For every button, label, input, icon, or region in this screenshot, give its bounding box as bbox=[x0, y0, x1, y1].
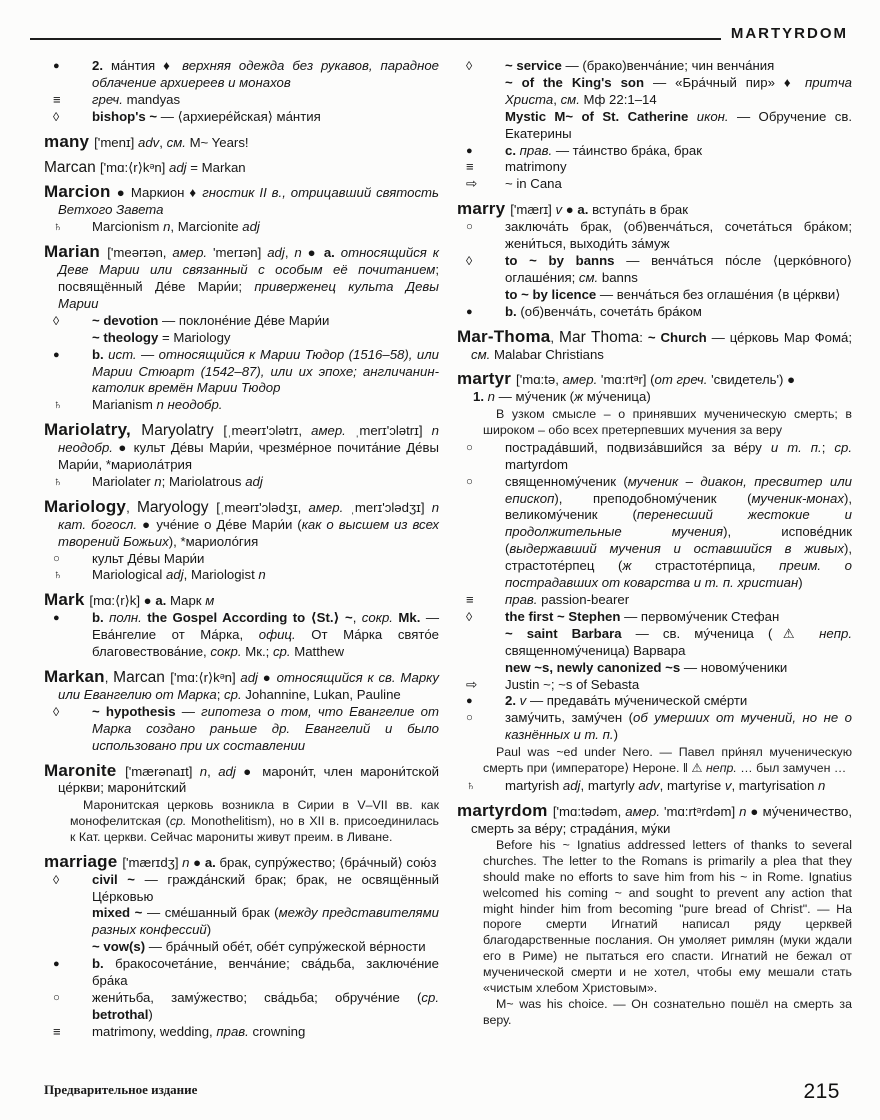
bullet-marker-icon: ● bbox=[466, 695, 473, 708]
equiv-marker-icon: ≡ bbox=[53, 91, 61, 107]
dictionary-entry: Mariology, Maryology [ˌmeərɪ'ɔlədʒɪ, амер. ˌmerɪ'ɔlədʒɪ] n кат. богосл. ● уче́ние о Де́ве Мари́и (как о высшем из всех творений Божьих), *мариоло́гия bbox=[44, 496, 440, 549]
circle-marker-icon: ○ bbox=[466, 221, 473, 234]
dictionary-entry: Maronite ['mærənaɪt] n, adj ● марони́т, член марони́тской це́ркви; марони́тский bbox=[44, 760, 440, 796]
entry-line: ~ of the King's son — «Бра́чный пир» ♦ притча Христа, см. Мф 22:1–14 bbox=[505, 74, 852, 107]
entry-line: ♄ Marcionism n, Marcionite adj bbox=[53, 219, 260, 235]
entry-line: ♄ martyrish adj, martyrly adv, martyrise v, martyrisation n bbox=[466, 777, 826, 793]
entry-line: ≡ греч. mandyas bbox=[53, 91, 181, 107]
dictionary-columns bbox=[44, 58, 852, 1050]
entry-line: ◊ bishop's ~ — ⟨архиере́йская⟩ ма́нтия bbox=[53, 108, 321, 124]
dictionary-entry: Mar-Thoma, Mar Thoma: ~ Church — це́рковь Мар Фома́; см. Malabar Christians bbox=[457, 326, 852, 362]
entry-line: to ~ by licence — венча́ться без оглаше́ния ⟨в це́ркви⟩ bbox=[505, 286, 841, 302]
dictionary-entry: marriage ['mærɪdʒ] n ● a. брак, супру́жество; ⟨бра́чный⟩ сою́з bbox=[44, 851, 437, 871]
entry-line: ≡ matrimony, wedding, прав. crowning bbox=[53, 1023, 306, 1039]
equiv-marker-icon: ≡ bbox=[466, 591, 474, 607]
arrow-marker-icon: ⇨ bbox=[466, 676, 478, 692]
entry-line: ~ theology = Mariology bbox=[92, 329, 231, 345]
diamond-marker-icon: ◊ bbox=[53, 109, 60, 124]
page-header bbox=[30, 18, 848, 42]
circle-marker-icon: ○ bbox=[53, 991, 60, 1004]
dictionary-entry: martyrdom ['mɑ:tədəm, амер. 'mɑ:rtᵊrdəm] n ● му́ченичество, смерть за ве́ру; страда́ния, му́ки bbox=[457, 800, 852, 836]
dictionary-entry: Marcan ['mɑ:⟨r⟩kᵊn] adj = Markan bbox=[44, 158, 246, 176]
circle-marker-icon: ○ bbox=[466, 441, 473, 454]
diamond-marker-icon: ◊ bbox=[466, 59, 473, 73]
diamond-marker-icon: ◊ bbox=[466, 609, 473, 624]
entry-line: ● b. бракосочета́ние, венча́ние; сва́дьба, заключе́ние бра́ка bbox=[53, 956, 439, 989]
entry-line: ◊ ~ service — (брако)венча́ние; чин венча́ния bbox=[466, 58, 775, 73]
entry-line: ◊ ~ hypothesis — гипотеза о том, что Евангелие от Марка создано раньше др. Евангелий и было использовано при их составлении bbox=[53, 703, 439, 753]
deriv-marker-icon: ♄ bbox=[53, 397, 63, 413]
entry-line: ⇨ Justin ~; ~s of Sebasta bbox=[466, 676, 640, 692]
column-left bbox=[44, 58, 439, 1050]
entry-line: ● 2. v — предава́ть му́ченической сме́рти bbox=[466, 693, 748, 709]
bullet-marker-icon: ● bbox=[53, 60, 60, 72]
entry-line: ~ saint Barbara — св. му́ченица (⚠ непр. священному́ченица) Варвара bbox=[505, 625, 852, 658]
entry-line: new ~s, newly canonized ~s — новому́ченики bbox=[505, 659, 788, 675]
dictionary-entry: Mariolatry, Maryolatry [ˌmeərɪ'ɔlətrɪ, амер. ˌmerɪ'ɔlətrɪ] n неодобр. ● культ Де́вы Мари́и, чрезме́рное почита́ние Де́вы Мари́и, *мариола́трия bbox=[44, 420, 440, 473]
entry-line: ○ пострада́вший, подвиза́вшийся за ве́ру и т. п.; ср. martyrdom bbox=[466, 439, 852, 472]
diamond-marker-icon: ◊ bbox=[53, 872, 60, 887]
entry-line: ◊ the first ~ Stephen — первому́ченик Стефан bbox=[466, 608, 780, 624]
usage-note: M~ was his choice. — Он сознательно пошёл на смерть за веру. bbox=[483, 997, 852, 1028]
entry-line: ≡ matrimony bbox=[466, 159, 567, 175]
deriv-marker-icon: ♄ bbox=[53, 473, 63, 489]
usage-note: Before his ~ Ignatius addressed letters of thanks to several churches. The letter to the Romans is primarily a plea that they should make no efforts to save him from his ~ in Rome. Ignatius welcomed his coming ~ and sought to prevent any action that might hinder him from becoming "pure bread of Christ". — На пороге смерти Игнатий написал ряду церквей благодарственные послания. Он умоляет римлян (муки ждали его в Риме) не пытаться его спасти. Игнатий не бежал от мученической смерти и не хотел, чтобы ему мешали стать «чистым хлебом Христовым». bbox=[483, 838, 852, 995]
dictionary-entry: Mark [mɑ:⟨r⟩k] ● a. Марк м bbox=[44, 590, 215, 610]
usage-note: Paul was ~ed under Nero. — Павел при́нял мученическую смерть при ⟨императоре⟩ Нероне. ‖ ⚠ непр. … был замучен … bbox=[483, 745, 852, 775]
running-head: MARTYRDOM bbox=[730, 25, 848, 42]
edition-note: Предварительное издание bbox=[44, 1082, 198, 1097]
page-number: 215 bbox=[803, 1080, 840, 1103]
bullet-marker-icon: ● bbox=[466, 144, 473, 157]
entry-line: mixed ~ — сме́шанный брак (между представителями разных конфессий) bbox=[92, 905, 439, 938]
column-right bbox=[457, 58, 852, 1050]
entry-line: ♄ Mariological adj, Mariologist n bbox=[53, 567, 266, 583]
equiv-marker-icon: ≡ bbox=[53, 1023, 61, 1039]
deriv-marker-icon: ♄ bbox=[466, 777, 476, 793]
entry-line: ~ vow(s) — бра́чный обе́т, обе́т супру́жеской ве́рности bbox=[92, 939, 426, 955]
entry-line: ○ культ Де́вы Мари́и bbox=[53, 550, 205, 566]
dictionary-entry: Marcion ● Маркион ♦ гностик II в., отрицавший святость Ветхого Завета bbox=[44, 182, 439, 218]
arrow-marker-icon: ⇨ bbox=[466, 176, 478, 192]
diamond-marker-icon: ◊ bbox=[53, 313, 60, 328]
circle-marker-icon: ○ bbox=[466, 475, 473, 488]
dictionary-entry: marry ['mærɪ] v ● a. вступа́ть в брак bbox=[457, 199, 689, 219]
entry-line: ● b. (об)венча́ть, сочета́ть бра́ком bbox=[466, 303, 702, 319]
entry-line: ● b. ист. — относящийся к Марии Тюдор (1516–58), или Марии Стюарт (1542–87), или их эпохе; англичанин-католик времён Марии Тюдор bbox=[53, 346, 439, 396]
bullet-marker-icon: ● bbox=[466, 305, 473, 318]
entry-line: ⇨ ~ in Cana bbox=[466, 176, 562, 192]
circle-marker-icon: ○ bbox=[53, 552, 60, 565]
entry-line: ○ заключа́ть брак, (об)венча́ться, сочета́ться бра́ком; жени́ться, выходи́ть за́муж bbox=[466, 219, 852, 252]
diamond-marker-icon: ◊ bbox=[53, 704, 60, 719]
entry-line: ◊ civil ~ — гражда́нский брак; брак, не освящённый Це́рковью bbox=[53, 871, 439, 904]
dictionary-entry: Marian ['meərɪən, амер. 'merɪən] adj, n ● a. относящийся к Деве Марии или связанный с особым её почитанием; посвящённый Де́ве Мари́и; приверженец культа Девы Марии bbox=[44, 242, 439, 311]
entry-line: ◊ ~ devotion — поклоне́ние Де́ве Мари́и bbox=[53, 312, 330, 328]
usage-note: В узком смысле – о принявших мученическую смерть; в широком – обо всех претерпевших мучения за веру bbox=[483, 407, 852, 438]
entry-line: 1. n — му́ченик (ж му́ченица) bbox=[473, 389, 651, 405]
dictionary-entry: Markan, Marcan ['mɑ:⟨r⟩kᵊn] adj ● относящийся к св. Марку или Евангелию от Марка; ср. Johannine, Lukan, Pauline bbox=[44, 667, 439, 702]
dictionary-entry: many ['menɪ] adv, см. M~ Years! bbox=[44, 131, 249, 151]
deriv-marker-icon: ♄ bbox=[53, 567, 63, 583]
bullet-marker-icon: ● bbox=[53, 958, 60, 971]
deriv-marker-icon: ♄ bbox=[53, 219, 63, 235]
entry-line: ● c. прав. — та́инство бра́ка, брак bbox=[466, 142, 702, 158]
entry-line: ○ священному́ченик (мученик – диакон, пресвитер или епископ), преподобному́ченик (мученик-монах), великому́ченик (перенесший жестокие и продолжительные мучения), испове́дник (выдержавший мучения и оставшийся в живых), страстоте́рпец (ж страстоте́рпица, преим. о пострадавших от коварства и т. п. христиан) bbox=[466, 473, 852, 591]
entry-line: ● b. полн. the Gospel According to ⟨St.⟩ ~, сокр. Mk. — Ева́нгелие от Ма́рка, офиц. От Ма́рка свято́е благовествова́ние, сокр. Мк.; ср. Matthew bbox=[53, 610, 439, 660]
equiv-marker-icon: ≡ bbox=[466, 159, 474, 175]
entry-line: ◊ to ~ by banns — венча́ться по́сле ⟨церко́вного⟩ оглаше́ния; см. banns bbox=[466, 252, 852, 285]
usage-note: Маронитская церковь возникла в Сирии в V–VII вв. как монофелитская (ср. Monothelitism), но в XII в. присоединилась к Кат. церкви. Сейчас марониты живут преим. в Ливане. bbox=[70, 798, 439, 844]
diamond-marker-icon: ◊ bbox=[466, 253, 473, 268]
entry-line: ♄ Marianism n неодобр. bbox=[53, 397, 223, 413]
dictionary-entry: martyr ['mɑ:tə, амер. 'mɑ:rtᵊr] (от греч. 'свидетель') ● bbox=[457, 369, 796, 389]
circle-marker-icon: ○ bbox=[466, 712, 473, 725]
header-rule bbox=[30, 38, 721, 40]
entry-line: ♄ Mariolater n; Mariolatrous adj bbox=[53, 473, 263, 489]
entry-line: ○ жени́тьба, заму́жество; сва́дьба; обруче́ние (ср. betrothal) bbox=[53, 989, 439, 1022]
entry-line: ○ заму́чить, заму́чен (об умерших от мучений, но не о казнённых и т. п.) bbox=[466, 710, 852, 743]
entry-line: ≡ прав. passion-bearer bbox=[466, 591, 630, 607]
bullet-marker-icon: ● bbox=[53, 612, 60, 625]
entry-line: Mystic M~ of St. Catherine икон. — Обручение св. Екатерины bbox=[505, 108, 852, 141]
entry-line: ● 2. ма́нтия ♦ верхняя одежда без рукавов, парадное облачение архиереев и монахов bbox=[53, 58, 439, 90]
bullet-marker-icon: ● bbox=[53, 348, 60, 361]
